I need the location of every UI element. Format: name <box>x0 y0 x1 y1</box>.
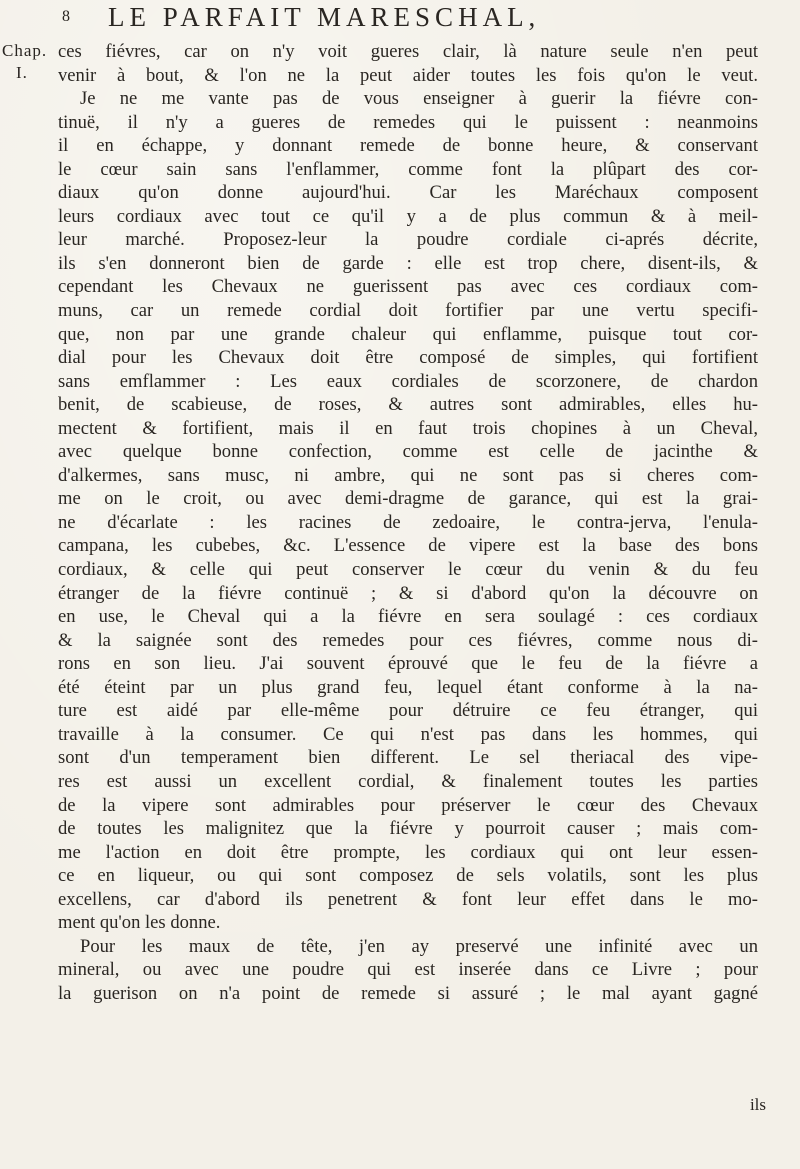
body-text <box>58 40 758 1005</box>
text-line: leur marché. Proposez-leur la poudre cordiale ci-aprés décrite, <box>58 229 758 251</box>
text-line: en use, le Cheval qui a la fiévre en sera soulagé : ces cordiaux <box>58 606 758 628</box>
text-line: été éteint par un plus grand feu, lequel étant conforme à la na- <box>58 676 758 698</box>
text-line: le cœur sain sans l'enflammer, comme font la plûpart des cor- <box>58 158 758 180</box>
text-line: ture est aidé par elle-même pour détruire ce feu étranger, qui <box>58 700 758 722</box>
text-line: mectent & fortifient, mais il en faut trois chopines à un Cheval, <box>58 417 758 439</box>
text-line: cordiaux, & celle qui peut conserver le cœur du venin & du feu <box>58 559 758 581</box>
text-line: me l'action en doit être prompte, les cordiaux qui ont leur essen- <box>58 841 758 863</box>
catchword: ils <box>749 1095 766 1114</box>
text-line: d'alkermes, sans musc, ni ambre, qui ne sont pas si cheres com- <box>58 464 758 486</box>
text-line: ce en liqueur, ou qui sont composez de sels volatils, sont les plus <box>58 865 758 887</box>
text-line: de toutes les malignitez que la fiévre y pourroit causer ; mais com- <box>58 818 758 840</box>
text-line: ces fiévres, car on n'y voit gueres clair, là nature seule n'en peut <box>58 41 758 62</box>
text-line: benit, de scabieuse, de roses, & autres sont admirables, elles hu- <box>58 394 758 416</box>
text-line: sans emflammer : Les eaux cordiales de scorzonere, de chardon <box>58 370 758 392</box>
text-line: Pour les maux de tête, j'en ay preservé une infinité avec un <box>80 935 758 957</box>
text-line: sont d'un temperament bien different. Le sel theriacal des vipe- <box>58 747 758 769</box>
text-line: mineral, ou avec une poudre qui est inserée dans ce Livre ; pour <box>58 959 758 981</box>
text-line: que, non par une grande chaleur qui enflamme, puisque tout cor- <box>58 323 758 345</box>
margin-chapter-note <box>2 40 54 84</box>
text-line: ne d'écarlate : les racines de zedoaire, le contra-jerva, l'enula- <box>58 511 758 533</box>
text-line: muns, car un remede cordial doit fortifier par une vertu specifi- <box>58 300 758 322</box>
text-line: res est aussi un excellent cordial, & finalement toutes les parties <box>58 770 758 792</box>
text-line: venir à bout, & l'on ne la peut aider toutes les fois qu'on le veut. <box>58 64 758 86</box>
text-line: diaux qu'on donne aujourd'hui. Car les Maréchaux composent <box>58 182 758 204</box>
page-header <box>62 2 762 38</box>
page-number: 8 <box>62 8 70 25</box>
text-line: la guerison on n'a point de remede si assuré ; le mal ayant gagné <box>58 982 758 1004</box>
margin-chapter-number: I. <box>16 63 28 82</box>
text-line: tinuë, il n'y a gueres de remedes qui le puissent : neanmoins <box>58 111 758 133</box>
text-line: ment qu'on les donne. <box>58 912 221 934</box>
text-line: avec quelque bonne confection, comme est celle de jacinthe & <box>58 441 758 463</box>
running-title: LE PARFAIT MARESCHAL, <box>108 2 541 32</box>
text-line: ils s'en donneront bien de garde : elle est trop chere, disent-ils, & <box>58 252 758 274</box>
text-line: campana, les cubebes, &c. L'essence de vipere est la base des bons <box>58 535 758 557</box>
text-line: cependant les Chevaux ne guerissent pas avec ces cordiaux com- <box>58 276 758 298</box>
text-line: leurs cordiaux avec tout ce qu'il y a de plus commun & à meil- <box>58 205 758 227</box>
text-line: rons en son lieu. J'ai souvent éprouvé que le feu de la fiévre a <box>58 653 758 675</box>
text-line: étranger de la fiévre continuë ; & si d'abord qu'on la découvre on <box>58 582 758 604</box>
text-line: travaille à la consumer. Ce qui n'est pas dans les hommes, qui <box>58 723 758 745</box>
text-line: excellens, car d'abord ils penetrent & font leur effet dans le mo- <box>58 888 758 910</box>
text-line: me on le croit, ou avec demi-dragme de garance, qui est la grai- <box>58 488 758 510</box>
text-line: dial pour les Chevaux doit être composé de simples, qui fortifient <box>58 347 758 369</box>
text-line: de la vipere sont admirables pour préserver le cœur des Chevaux <box>58 794 758 816</box>
text-line: il en échappe, y donnant remede de bonne heure, & conservant <box>58 135 758 157</box>
margin-chapter-label: Chap. <box>2 41 48 60</box>
text-line: Je ne me vante pas de vous enseigner à guerir la fiévre con- <box>80 88 758 110</box>
text-line: & la saignée sont des remedes pour ces fiévres, comme nous di- <box>58 629 758 651</box>
